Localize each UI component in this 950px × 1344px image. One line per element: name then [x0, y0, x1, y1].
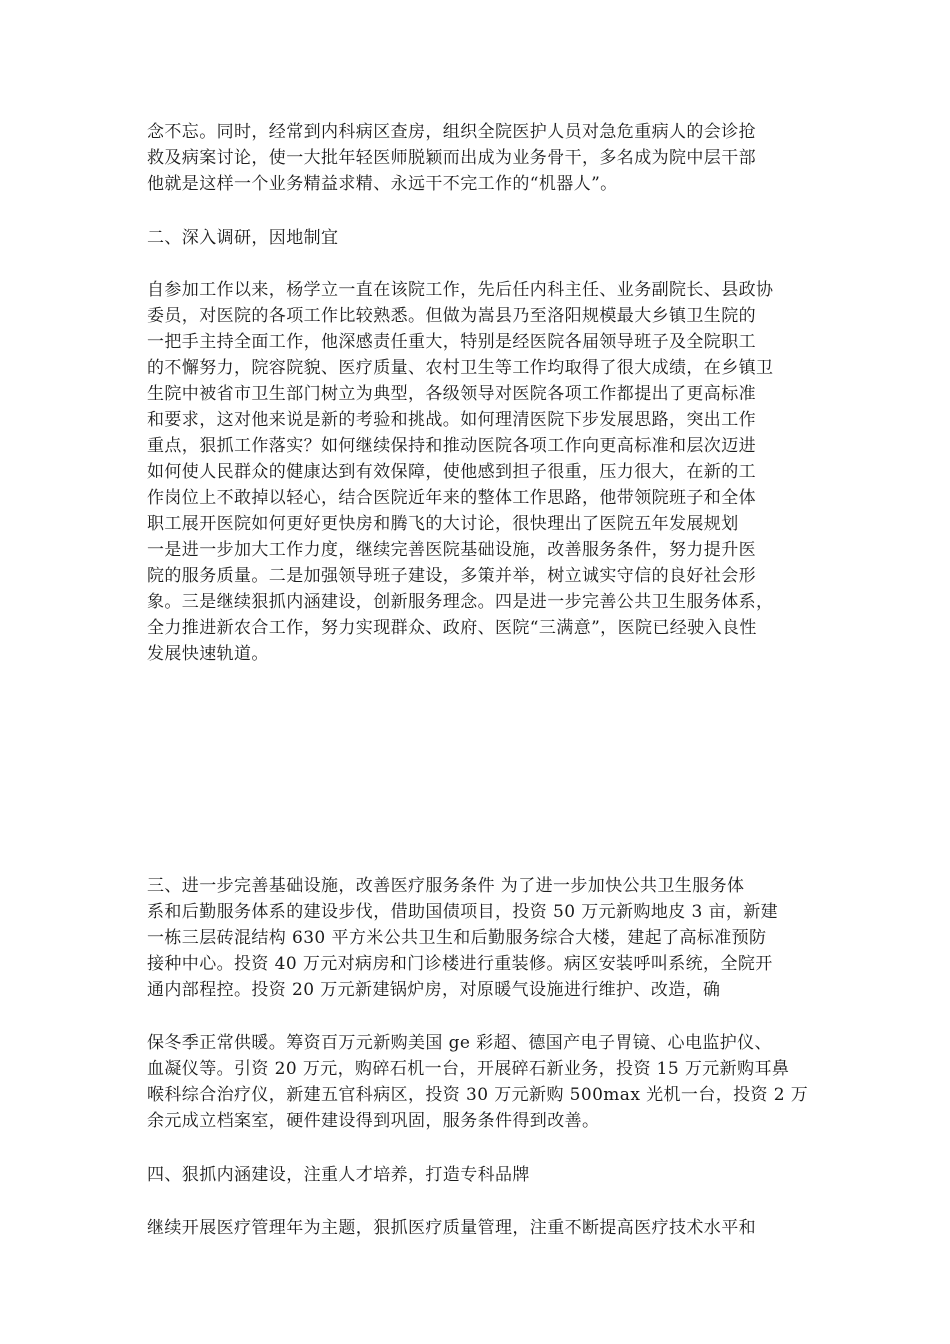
paragraph-line: 如何使人民群众的健康达到有效保障，使他感到担子很重，压力很大，在新的工	[147, 462, 756, 482]
paragraph-line: 念不忘。同时，经常到内科病区查房，组织全院医护人员对急危重病人的会诊抢	[147, 122, 756, 142]
paragraph-line: 接种中心。投资 40 万元对病房和门诊楼进行重装修。病区安装呼叫系统，全院开	[147, 954, 773, 974]
paragraph-line: 系和后勤服务体系的建设步伐，借助国债项目，投资 50 万元新购地皮 3 亩，新建	[147, 902, 779, 922]
paragraph-line: 自参加工作以来，杨学立一直在该院工作，先后任内科主任、业务副院长、县政协	[147, 280, 774, 300]
paragraph-line: 委员，对医院的各项工作比较熟悉。但做为嵩县乃至洛阳规模最大乡镇卫生院的	[147, 306, 756, 326]
section-heading: 四、狠抓内涵建设，注重人才培养，打造专科品牌	[147, 1165, 530, 1185]
paragraph-line: 职工展开医院如何更好更快房和腾飞的大讨论，很快理出了医院五年发展规划	[147, 514, 739, 534]
paragraph-line: 院的服务质量。二是加强领导班子建设，多策并举，树立诚实守信的良好社会形	[147, 566, 756, 586]
paragraph-line: 重点，狠抓工作落实？如何继续保持和推动医院各项工作向更高标准和层次迈进	[147, 436, 756, 456]
paragraph-line: 一是进一步加大工作力度，继续完善医院基础设施，改善服务条件，努力提升医	[147, 540, 756, 560]
paragraph-line: 余元成立档案室，硬件建设得到巩固，服务条件得到改善。	[147, 1111, 600, 1131]
paragraph-line: 血凝仪等。引资 20 万元，购碎石机一台，开展碎石新业务，投资 15 万元新购耳鼻	[147, 1059, 790, 1079]
paragraph-line: 生院中被省市卫生部门树立为典型，各级领导对医院各项工作都提出了更高标准	[147, 384, 756, 404]
paragraph-line: 和要求，这对他来说是新的考验和挑战。如何理清医院下步发展思路，突出工作	[147, 410, 756, 430]
paragraph-line: 三、进一步完善基础设施，改善医疗服务条件 为了进一步加快公共卫生服务体	[147, 876, 745, 896]
paragraph-line: 救及病案讨论，使一大批年轻医师脱颖而出成为业务骨干，多名成为院中层干部	[147, 148, 756, 168]
paragraph-line: 全力推进新农合工作，努力实现群众、政府、医院“三满意”，医院已经驶入良性	[147, 618, 757, 638]
paragraph-line: 保冬季正常供暖。筹资百万元新购美国 ge 彩超、德国产电子胃镜、心电监护仪、	[147, 1033, 772, 1053]
paragraph-line: 继续开展医疗管理年为主题，狠抓医疗质量管理，注重不断提高医疗技术水平和	[147, 1218, 756, 1238]
paragraph-line: 发展快速轨道。	[147, 644, 269, 664]
paragraph-line: 一把手主持全面工作，他深感责任重大，特别是经医院各届领导班子及全院职工	[147, 332, 756, 352]
paragraph-line: 一栋三层砖混结构 630 平方米公共卫生和后勤服务综合大楼，建起了高标准预防	[147, 928, 767, 948]
section-heading: 二、深入调研，因地制宜	[147, 228, 339, 248]
paragraph-line: 通内部程控。投资 20 万元新建锅炉房，对原暖气设施进行维护、改造，确	[147, 980, 721, 1000]
paragraph-line: 的不懈努力，院容院貌、医疗质量、农村卫生等工作均取得了很大成绩，在乡镇卫	[147, 358, 774, 378]
paragraph-line: 作岗位上不敢掉以轻心，结合医院近年来的整体工作思路，他带领院班子和全体	[147, 488, 756, 508]
paragraph-line: 喉科综合治疗仪，新建五官科病区，投资 30 万元新购 500max 光机一台，投资 2 万	[147, 1085, 809, 1105]
paragraph-line: 象。三是继续狠抓内涵建设，创新服务理念。四是进一步完善公共卫生服务体系，	[147, 592, 774, 612]
paragraph-line: 他就是这样一个业务精益求精、永远干不完工作的“机器人”。	[147, 174, 618, 194]
